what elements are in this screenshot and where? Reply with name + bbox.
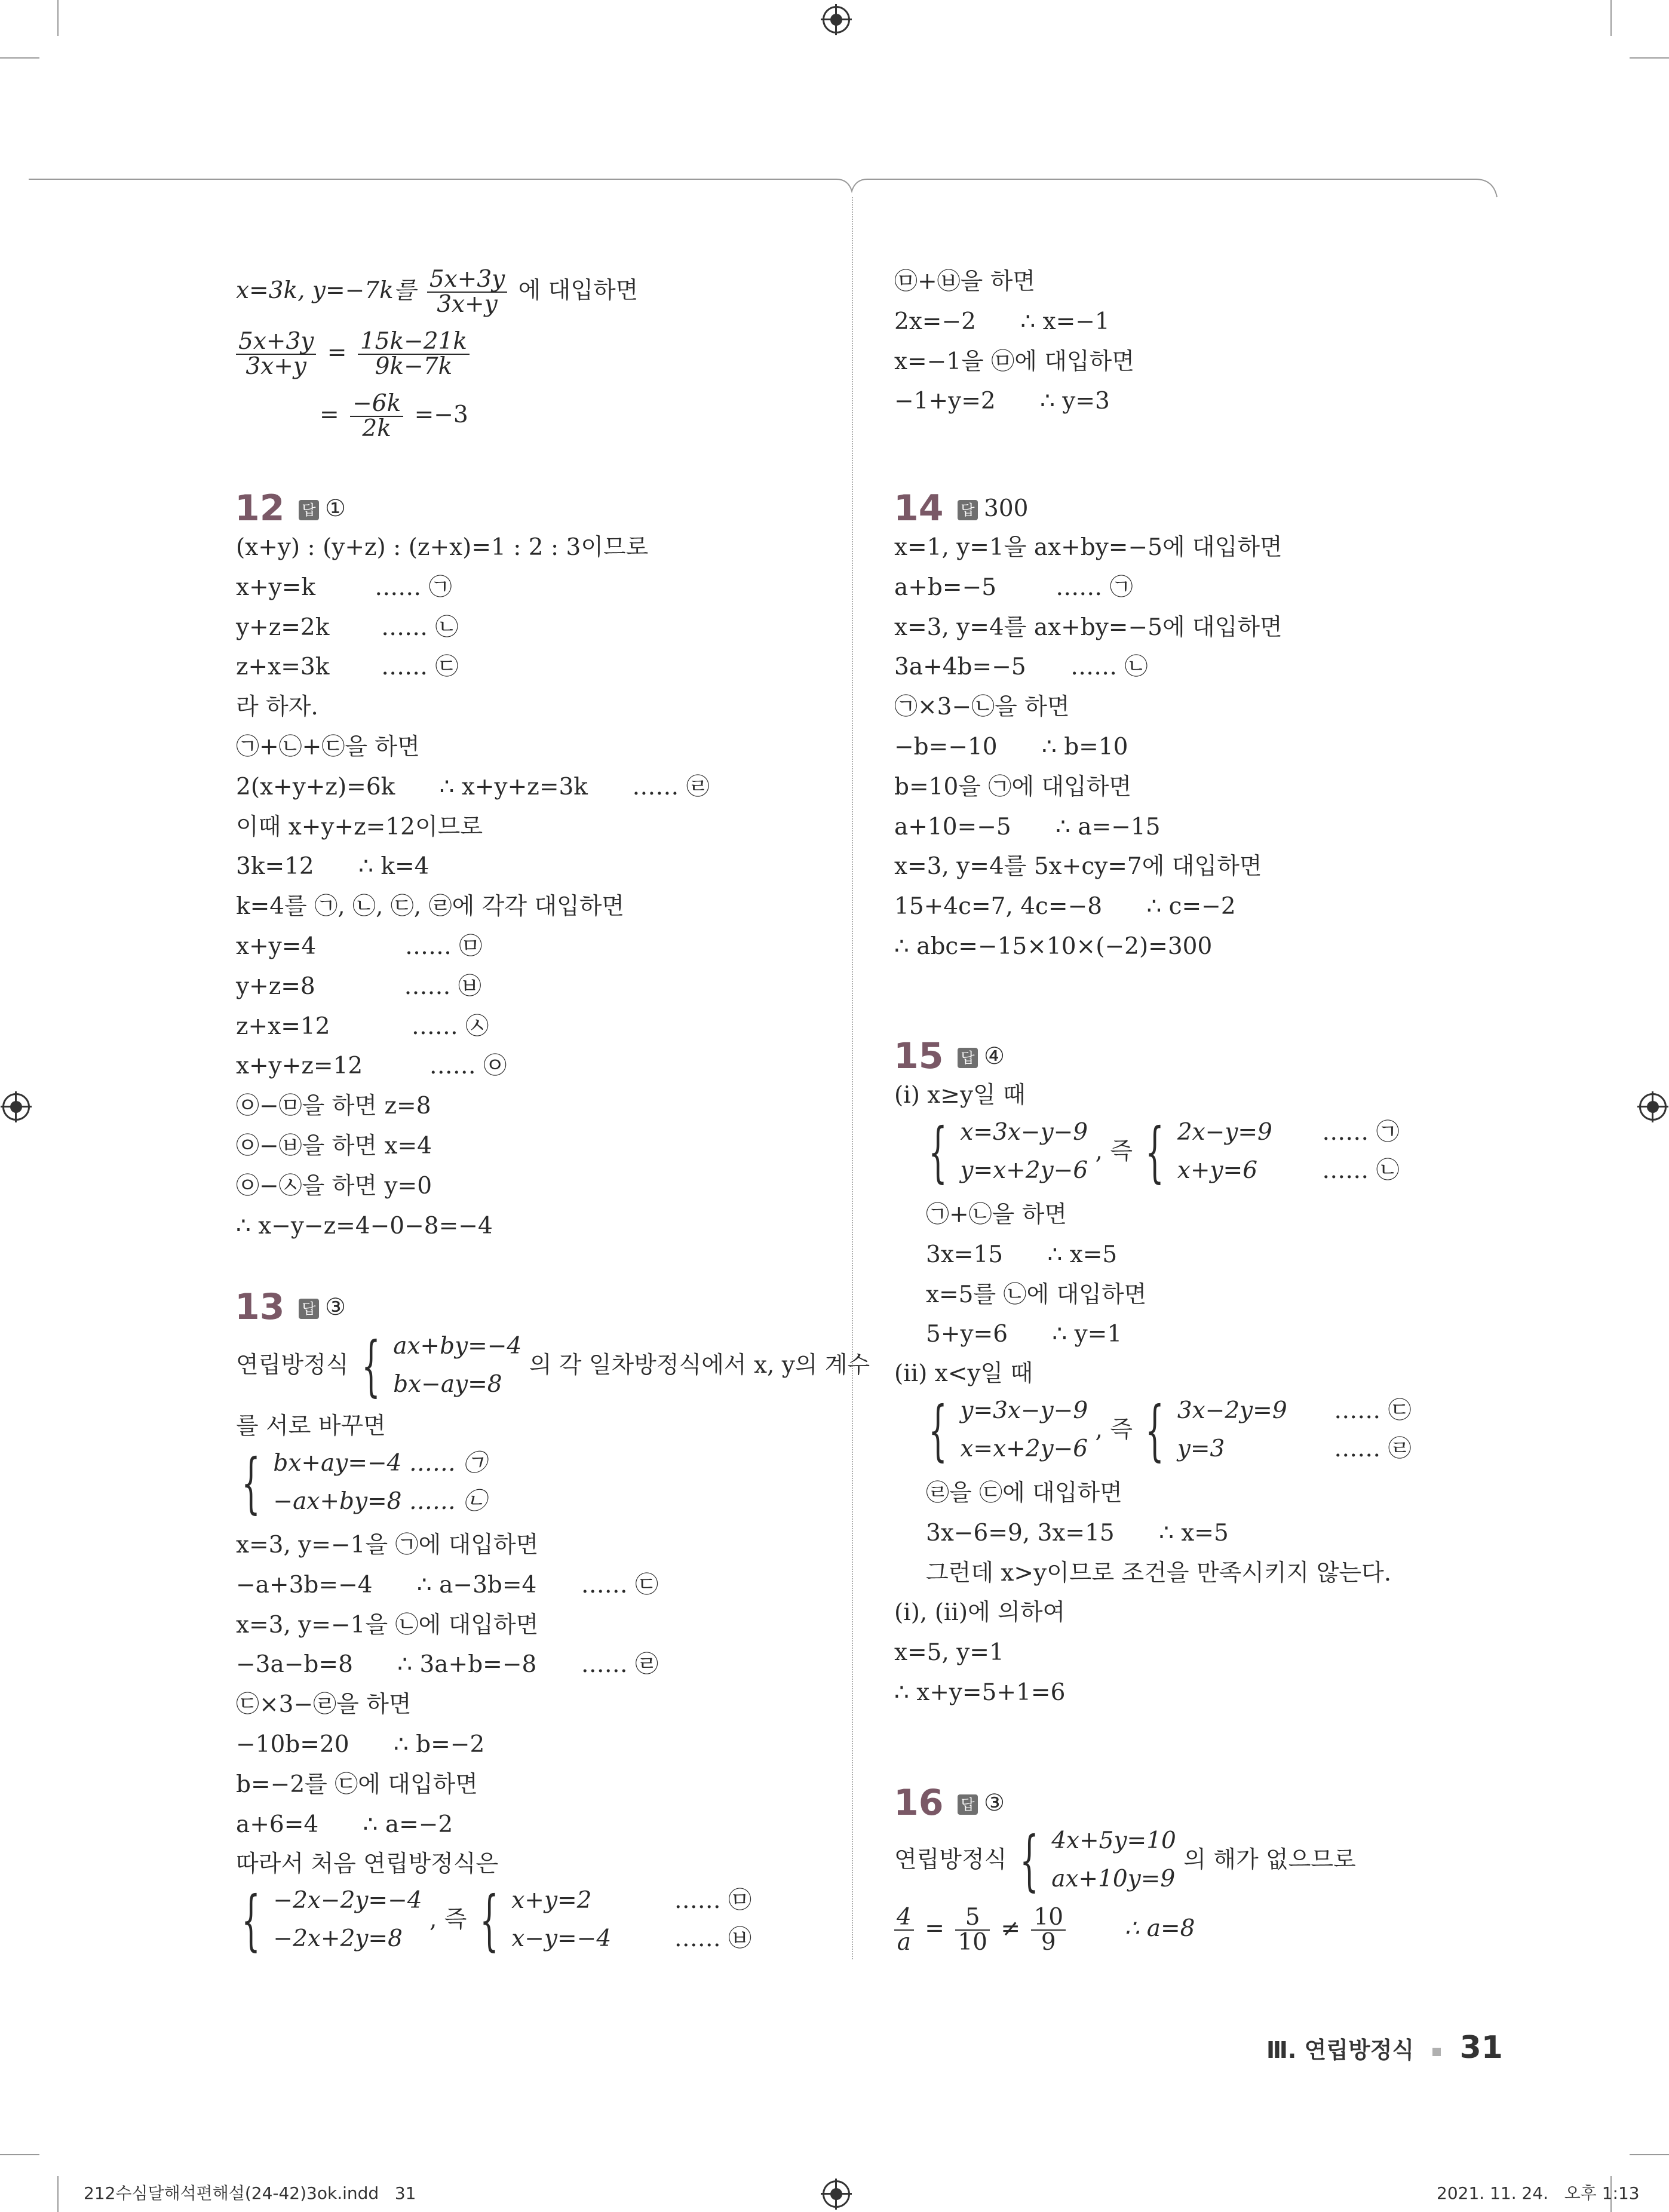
numerator: 15k−21k — [358, 330, 470, 355]
solution-line: 5+y=6 ∴ y=1 — [926, 1321, 1122, 1348]
equation-tags — [674, 1882, 751, 1958]
system-label: 연립방정식 — [236, 1352, 349, 1379]
equation: bx−ay=8 — [393, 1371, 502, 1398]
fraction — [894, 1906, 914, 1955]
fraction — [1031, 1906, 1066, 1955]
equation: bx+ay=−4 …… ㉠ — [273, 1450, 487, 1477]
registration-mark-icon — [823, 2180, 850, 2208]
solution-line: −b=−10 ∴ b=10 — [894, 734, 1128, 760]
solution-line: x+y=4 …… ㉤ — [236, 933, 483, 960]
solution-line: a+6=4 ∴ a=−2 — [236, 1811, 453, 1838]
equation: y=x+2y−6 — [960, 1157, 1088, 1184]
brace-icon: { — [241, 1444, 260, 1521]
solution-line: ㉣을 ㉢에 대입하면 — [926, 1480, 1122, 1507]
intro-text: =−3 — [414, 401, 468, 428]
solution-line: ㉧−㉦을 하면 y=0 — [236, 1172, 432, 1199]
equation-tag: …… ㉤ — [674, 1887, 752, 1914]
solution-line: 그런데 x>y이므로 조건을 만족시키지 않는다. — [926, 1559, 1392, 1587]
equation: 2x−y=9 — [1177, 1119, 1272, 1146]
page-number: 31 — [1459, 2030, 1503, 2066]
solution-line: 3a+4b=−5 …… ㉡ — [894, 654, 1148, 681]
solution-line: x+y=k …… ㉠ — [236, 573, 452, 601]
intro-text: 에 대입하면 — [518, 277, 639, 304]
system-text: 의 각 일차방정식에서 x, y의 계수 — [529, 1352, 870, 1379]
solution-line: x=3, y=4를 ax+by=−5에 대입하면 — [894, 613, 1283, 641]
solution-line: a+10=−5 ∴ a=−15 — [894, 813, 1161, 840]
numerator: −6k — [350, 392, 403, 417]
equation: x+y=6 — [1177, 1157, 1258, 1184]
equation: x=3x−y−9 — [960, 1119, 1088, 1146]
equation-system — [960, 1113, 1088, 1190]
solution-line: ㉠×3−㉡을 하면 — [894, 694, 1070, 721]
solution-line: x=3, y=−1을 ㉠에 대입하면 — [236, 1532, 539, 1558]
solution-line: 3k=12 ∴ k=4 — [236, 853, 429, 880]
brace-icon: { — [1145, 1113, 1165, 1190]
question-number: 12 — [235, 487, 285, 529]
answer-badge-icon: 답 — [958, 1794, 978, 1815]
case-2-system — [923, 1392, 1412, 1468]
answer-value: ④ — [984, 1043, 1005, 1070]
print-file-info: 212수심달해석편해설(24-42)3ok.indd 31 — [84, 2183, 416, 2203]
separator-square-icon — [1432, 2048, 1441, 2056]
solution-line: ㉢×3−㉣을 하면 — [236, 1691, 412, 1719]
answer-badge-icon: 답 — [958, 500, 978, 520]
solution-line: 이때 x+y+z=12이므로 — [236, 813, 483, 840]
intro-text: x=3k, y=−7k를 — [236, 277, 416, 304]
q13-final-system — [236, 1882, 751, 1958]
registration-mark-icon — [1639, 1093, 1667, 1121]
solution-line: 15+4c=7, 4c=−8 ∴ c=−2 — [894, 893, 1236, 921]
equals-sign: = — [925, 1915, 944, 1942]
brace-icon: { — [1145, 1392, 1165, 1468]
denominator: 10 — [958, 1929, 987, 1956]
solution-line: 3x−6=9, 3x=15 ∴ x=5 — [926, 1519, 1229, 1547]
numerator: 10 — [1031, 1906, 1066, 1931]
q13-swap-text: 를 서로 바꾸면 — [236, 1413, 386, 1440]
intro-line-3 — [320, 392, 468, 441]
answer-badge-icon: 답 — [299, 500, 319, 520]
brace-icon: { — [241, 1882, 260, 1958]
equation: −2x+2y=8 — [273, 1925, 403, 1952]
equation: x−y=−4 — [511, 1925, 612, 1952]
equation: −ax+by=8 …… ㉡ — [273, 1488, 487, 1515]
separator-text: , 즉 — [429, 1906, 467, 1933]
header-rule — [0, 173, 1669, 209]
equation: −2x−2y=−4 — [273, 1887, 422, 1914]
equation: x+y=2 — [511, 1887, 592, 1914]
solution-line: y+z=8 …… ㉥ — [236, 972, 481, 1000]
numerator: 4 — [894, 1906, 914, 1931]
equation-system — [273, 1444, 486, 1521]
intro-line-1 — [236, 268, 638, 317]
q16-system — [894, 1822, 1356, 1898]
solution-line: x=5, y=1 — [894, 1639, 1004, 1666]
equation-system — [511, 1882, 667, 1958]
result-text: ∴ a=8 — [1124, 1915, 1195, 1942]
solution-line: ∴ abc=−15×10×(−2)=300 — [894, 933, 1213, 960]
solution-line: y+z=2k …… ㉡ — [236, 613, 459, 641]
page-footer — [1266, 2030, 1503, 2066]
crop-mark — [1610, 0, 1612, 36]
equation-system — [393, 1327, 521, 1404]
equation-system — [1051, 1822, 1176, 1898]
equation-tag: …… ㉠ — [1322, 1119, 1400, 1146]
equation: y=3x−y−9 — [960, 1397, 1088, 1424]
solution-line: ㉧−㉤을 하면 z=8 — [236, 1093, 431, 1120]
solution-line: −3a−b=8 ∴ 3a+b=−8 …… ㉣ — [236, 1651, 659, 1679]
solution-line: b=10을 ㉠에 대입하면 — [894, 773, 1132, 800]
brace-icon: { — [1020, 1822, 1039, 1898]
equation: x=x+2y−6 — [960, 1435, 1088, 1462]
crop-mark — [57, 0, 59, 36]
solution-line: 2x=−2 ∴ x=−1 — [894, 308, 1110, 335]
fraction — [955, 1906, 990, 1955]
crop-mark — [0, 2154, 39, 2155]
equation: 3x−2y=9 — [1177, 1397, 1287, 1424]
system-text: 의 해가 없으므로 — [1183, 1846, 1356, 1873]
answer-label — [299, 1293, 346, 1322]
denominator: 3x+y — [246, 353, 306, 380]
equals-sign: = — [320, 401, 339, 428]
equation-tag: …… ㉡ — [1322, 1157, 1400, 1184]
separator-text: , 즉 — [1095, 1138, 1133, 1165]
solution-line: x=−1을 ㉤에 대입하면 — [894, 348, 1135, 375]
fraction — [427, 268, 507, 317]
solution-line: −a+3b=−4 ∴ a−3b=4 …… ㉢ — [236, 1571, 659, 1599]
answer-label — [958, 495, 1028, 523]
solution-line: x+y+z=12 …… ㉧ — [236, 1053, 507, 1080]
solution-line: 라 하자. — [236, 694, 318, 721]
solution-line: z+x=3k …… ㉢ — [236, 654, 459, 681]
answer-value: 300 — [984, 495, 1029, 522]
denominator: 3x+y — [437, 291, 498, 318]
solution-line: −10b=20 ∴ b=−2 — [236, 1731, 485, 1758]
solution-line: ∴ x−y−z=4−0−8=−4 — [236, 1212, 493, 1240]
equation-system — [960, 1392, 1088, 1468]
chapter-title: Ⅲ. 연립방정식 — [1266, 2037, 1415, 2063]
solution-line: x=1, y=1을 ax+by=−5에 대입하면 — [894, 534, 1283, 561]
brace-icon: { — [361, 1327, 381, 1404]
solution-line: ㉤+㉥을 하면 — [894, 268, 1036, 295]
solution-line: ㉠+㉡+㉢을 하면 — [236, 734, 420, 760]
print-date-info: 2021. 11. 24. 오후 1:13 — [1437, 2183, 1640, 2203]
not-equal-sign: ≠ — [1001, 1915, 1021, 1942]
q13-swapped-system — [236, 1444, 486, 1521]
q16-ratio — [894, 1906, 1195, 1955]
equation: ax+10y=9 — [1051, 1866, 1176, 1892]
equation: ax+by=−4 — [393, 1333, 522, 1360]
solution-line: 따라서 처음 연립방정식은 — [236, 1851, 499, 1878]
brace-icon: { — [928, 1392, 947, 1468]
equation: 4x+5y=10 — [1051, 1827, 1176, 1854]
answer-badge-icon: 답 — [299, 1299, 319, 1319]
equation-tags — [1322, 1113, 1399, 1190]
solution-line: a+b=−5 …… ㉠ — [894, 573, 1133, 601]
case-1-system — [923, 1113, 1400, 1190]
answer-label — [958, 1042, 1005, 1071]
denominator: 9k−7k — [375, 353, 453, 380]
intro-line-2 — [236, 330, 473, 379]
numerator: 5x+3y — [236, 330, 316, 355]
answer-badge-icon: 답 — [958, 1048, 978, 1068]
q13-system — [236, 1327, 870, 1404]
crop-mark — [0, 57, 39, 59]
solution-line: ㉧−㉥을 하면 x=4 — [236, 1133, 432, 1159]
solution-line: ㉠+㉡을 하면 — [926, 1201, 1067, 1228]
question-number: 14 — [894, 487, 944, 529]
equation-tag: …… ㉥ — [674, 1925, 752, 1952]
numerator: 5 — [955, 1906, 990, 1931]
solution-line: (x+y) : (y+z) : (z+x)=1 : 2 : 3이므로 — [236, 534, 649, 561]
answer-label — [299, 495, 346, 523]
solution-line: 3x=15 ∴ x=5 — [926, 1241, 1118, 1268]
fraction — [358, 330, 470, 379]
separator-text: , 즉 — [1095, 1416, 1133, 1443]
equation: y=3 — [1177, 1435, 1225, 1462]
solution-line: (ⅰ), (ⅱ)에 의하여 — [894, 1599, 1066, 1626]
equation-system — [1177, 1113, 1315, 1190]
equals-sign: = — [327, 339, 347, 366]
question-number: 15 — [894, 1035, 944, 1077]
system-label: 연립방정식 — [894, 1846, 1007, 1873]
answer-value: ③ — [984, 1790, 1005, 1817]
answer-value: ③ — [325, 1294, 346, 1321]
solution-line: z+x=12 …… ㉦ — [236, 1013, 489, 1040]
solution-line: b=−2를 ㉢에 대입하면 — [236, 1771, 478, 1798]
brace-icon: { — [480, 1882, 499, 1958]
crop-mark — [57, 2176, 59, 2212]
solution-line: ∴ x+y=5+1=6 — [894, 1679, 1066, 1706]
fraction — [350, 392, 403, 441]
equation-system — [273, 1882, 422, 1958]
equation-tag: …… ㉣ — [1334, 1435, 1412, 1462]
equation-tags — [1334, 1392, 1411, 1468]
answer-label — [958, 1789, 1005, 1818]
question-number: 13 — [235, 1286, 285, 1328]
equation-system — [1177, 1392, 1327, 1468]
equation-tag: …… ㉢ — [1334, 1397, 1412, 1424]
fraction — [236, 330, 316, 379]
registration-mark-icon — [2, 1093, 30, 1121]
brace-icon: { — [928, 1113, 947, 1190]
solution-line: k=4를 ㉠, ㉡, ㉢, ㉣에 각각 대입하면 — [236, 893, 625, 921]
crop-mark — [1630, 2154, 1669, 2155]
solution-line: x=5를 ㉡에 대입하면 — [926, 1281, 1147, 1308]
column-divider — [852, 197, 853, 1959]
answer-value: ① — [325, 495, 346, 522]
solution-line: 2(x+y+z)=6k ∴ x+y+z=3k …… ㉣ — [236, 773, 710, 800]
question-number: 16 — [894, 1782, 944, 1824]
solution-line: x=3, y=−1을 ㉡에 대입하면 — [236, 1611, 539, 1639]
denominator: 9 — [1041, 1929, 1056, 1956]
denominator: 2k — [362, 415, 391, 442]
case-2-heading: (ⅱ) x<y일 때 — [894, 1360, 1033, 1387]
numerator: 5x+3y — [427, 268, 507, 293]
registration-mark-icon — [823, 6, 850, 33]
denominator: a — [897, 1929, 912, 1956]
crop-mark — [1630, 57, 1669, 59]
solution-line: x=3, y=4를 5x+cy=7에 대입하면 — [894, 853, 1262, 880]
case-1-heading: (ⅰ) x≥y일 때 — [894, 1082, 1026, 1109]
solution-line: −1+y=2 ∴ y=3 — [894, 388, 1110, 415]
